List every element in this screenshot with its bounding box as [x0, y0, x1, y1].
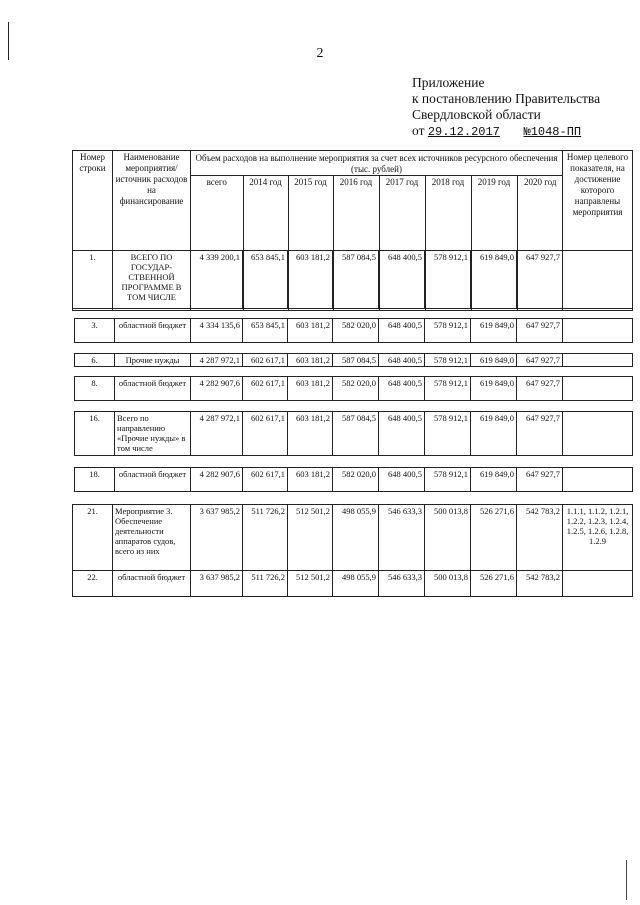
cell-2014: 602 617,1	[243, 377, 288, 401]
cell-2018: 578 912,1	[425, 412, 471, 456]
cell-target: 1.1.1, 1.1.2, 1.2.1, 1.2.2, 1.2.3, 1.2.4, 1.2.5, 1.2.6, 1.2.8, 1.2.9	[563, 505, 633, 571]
resolution-number: №1048-ПП	[523, 125, 582, 139]
margin-mark-bottom	[626, 860, 627, 900]
cell-total: 4 334 135,6	[191, 319, 243, 343]
appendix-region: Свердловской области	[412, 107, 541, 122]
row-number: 6.	[75, 354, 115, 367]
table-row	[73, 571, 633, 597]
cell-2020: 647 927,7	[517, 251, 563, 309]
header-target: Номер целевого показателя, на достижение которого направлены мероприятия	[563, 151, 633, 311]
cell-2016: 582 020,0	[333, 468, 379, 492]
cell-total: 3 637 985,2	[191, 505, 243, 571]
cell-2018: 578 912,1	[425, 354, 471, 367]
cell-2014: 653 845,1	[243, 319, 288, 343]
cell-target	[563, 571, 633, 597]
cell-2015: 603 181,2	[288, 354, 333, 367]
row-6-table	[74, 353, 633, 367]
header-2018: 2018 год	[425, 176, 471, 310]
cell-2018: 578 912,1	[425, 377, 471, 401]
cell-2016: 587 084,5	[333, 354, 379, 367]
row-number: 18.	[75, 468, 115, 492]
cell-total: 4 282 907,6	[191, 468, 243, 492]
table-row	[75, 412, 633, 456]
cell-2014: 602 617,1	[243, 412, 288, 456]
cell-target	[563, 468, 633, 492]
date-prefix: от	[412, 123, 425, 138]
header-row-number: Номер строки	[73, 151, 113, 311]
cell-2015: 603 181,2	[288, 412, 333, 456]
row-name: ВСЕГО ПО ГОСУДАР-СТВЕННОЙ ПРОГРАММЕ В ТОМ ЧИСЛЕ	[113, 251, 191, 309]
resolution-date: 29.12.2017	[427, 125, 500, 139]
cell-target	[563, 354, 633, 367]
header-total: всего	[191, 176, 243, 310]
cell-2016: 582 020,0	[333, 377, 379, 401]
cell-2019: 619 849,0	[471, 251, 517, 309]
cell-2017: 648 400,5	[379, 251, 425, 309]
cell-2017: 648 400,5	[379, 377, 425, 401]
page-number: 2	[316, 46, 324, 61]
header-2019: 2019 год	[471, 176, 517, 310]
row-name: областной бюджет	[115, 319, 191, 343]
cell-total: 4 287 972,1	[191, 412, 243, 456]
cell-2016: 498 055,9	[333, 571, 379, 597]
cell-2017: 546 633,3	[379, 571, 425, 597]
cell-2019: 526 271,6	[471, 571, 517, 597]
table-row	[73, 505, 633, 571]
cell-2019: 619 849,0	[471, 377, 517, 401]
cell-2014: 602 617,1	[243, 468, 288, 492]
cell-2020: 647 927,7	[517, 412, 563, 456]
table-row	[75, 377, 633, 401]
row-3-table	[74, 318, 633, 343]
table-row	[73, 251, 633, 309]
row-21-22-table	[72, 504, 633, 597]
row-16-table	[74, 411, 633, 456]
table-row	[75, 468, 633, 492]
row-number: 1.	[73, 251, 113, 309]
cell-2015: 603 181,2	[288, 251, 333, 309]
header-2014: 2014 год	[243, 176, 288, 310]
cell-2018: 578 912,1	[425, 251, 471, 309]
row-name: областной бюджет	[115, 468, 191, 492]
cell-2020: 647 927,7	[517, 319, 563, 343]
row-name: областной бюджет	[115, 377, 191, 401]
appendix-title: Приложение	[412, 75, 485, 90]
appendix-header	[412, 75, 600, 140]
cell-total: 3 637 985,2	[191, 571, 243, 597]
cell-2020: 647 927,7	[517, 354, 563, 367]
cell-2015: 603 181,2	[288, 377, 333, 401]
cell-target	[563, 377, 633, 401]
cell-target	[563, 412, 633, 456]
cell-target	[563, 251, 633, 309]
cell-2018: 500 013,8	[425, 505, 471, 571]
row-name: Прочие нужды	[115, 354, 191, 367]
row-number: 3.	[75, 319, 115, 343]
row-name: Всего по направлению «Прочие нужды» в том числе	[115, 412, 191, 456]
row-number: 16.	[75, 412, 115, 456]
cell-2018: 578 912,1	[425, 319, 471, 343]
cell-2019: 619 849,0	[471, 354, 517, 367]
cell-2019: 619 849,0	[471, 412, 517, 456]
cell-2017: 546 633,3	[379, 505, 425, 571]
volume-title: Объем расходов на выполнение мероприятия за счет всех источников ресурсного обеспечения (тыс. рублей)	[191, 151, 562, 176]
cell-2016: 587 084,5	[333, 412, 379, 456]
cell-2020: 647 927,7	[517, 377, 563, 401]
cell-2018: 578 912,1	[425, 468, 471, 492]
cell-total: 4 339 200,1	[191, 251, 243, 309]
cell-2019: 526 271,6	[471, 505, 517, 571]
cell-2014: 511 726,2	[243, 505, 288, 571]
appendix-date-line	[412, 123, 600, 140]
cell-2014: 511 726,2	[243, 571, 288, 597]
cell-2018: 500 013,8	[425, 571, 471, 597]
cell-2017: 648 400,5	[379, 412, 425, 456]
table-row	[75, 319, 633, 343]
cell-2014: 602 617,1	[243, 354, 288, 367]
cell-2020: 647 927,7	[517, 468, 563, 492]
cell-2017: 648 400,5	[379, 319, 425, 343]
cell-2015: 512 501,2	[288, 571, 333, 597]
row-number: 22.	[73, 571, 113, 597]
row-number: 8.	[75, 377, 115, 401]
row-name: областной бюджет	[113, 571, 191, 597]
row-18-table	[74, 467, 633, 492]
cell-2015: 603 181,2	[288, 468, 333, 492]
cell-total: 4 287 972,1	[191, 354, 243, 367]
cell-2016: 587 084,5	[333, 251, 379, 309]
cell-2016: 582 020,0	[333, 319, 379, 343]
cell-2017: 648 400,5	[379, 468, 425, 492]
cell-total: 4 282 907,6	[191, 377, 243, 401]
table-row	[75, 354, 633, 367]
cell-target	[563, 319, 633, 343]
cell-2015: 603 181,2	[288, 319, 333, 343]
header-2016: 2016 год	[333, 176, 379, 310]
row-8-table	[74, 376, 633, 401]
cell-2019: 619 849,0	[471, 468, 517, 492]
cell-2016: 498 055,9	[333, 505, 379, 571]
cell-2019: 619 849,0	[471, 319, 517, 343]
row-number: 21.	[73, 505, 113, 571]
header-name: Наименование мероприятия/ источник расходов на финансирование	[113, 151, 191, 311]
header-2017: 2017 год	[379, 176, 425, 310]
cell-2017: 648 400,5	[379, 354, 425, 367]
cell-2020: 542 783,2	[517, 505, 563, 571]
row-1-table	[72, 250, 633, 309]
cell-2015: 512 501,2	[288, 505, 333, 571]
header-2015: 2015 год	[288, 176, 333, 310]
header-2020: 2020 год	[523, 177, 557, 187]
appendix-resolution: к постановлению Правительства	[412, 91, 601, 106]
row-name: Мероприятие 3. Обеспечение деятельности аппаратов судов, всего из них	[113, 505, 191, 571]
cell-2020: 542 783,2	[517, 571, 563, 597]
cell-2014: 653 845,1	[243, 251, 288, 309]
